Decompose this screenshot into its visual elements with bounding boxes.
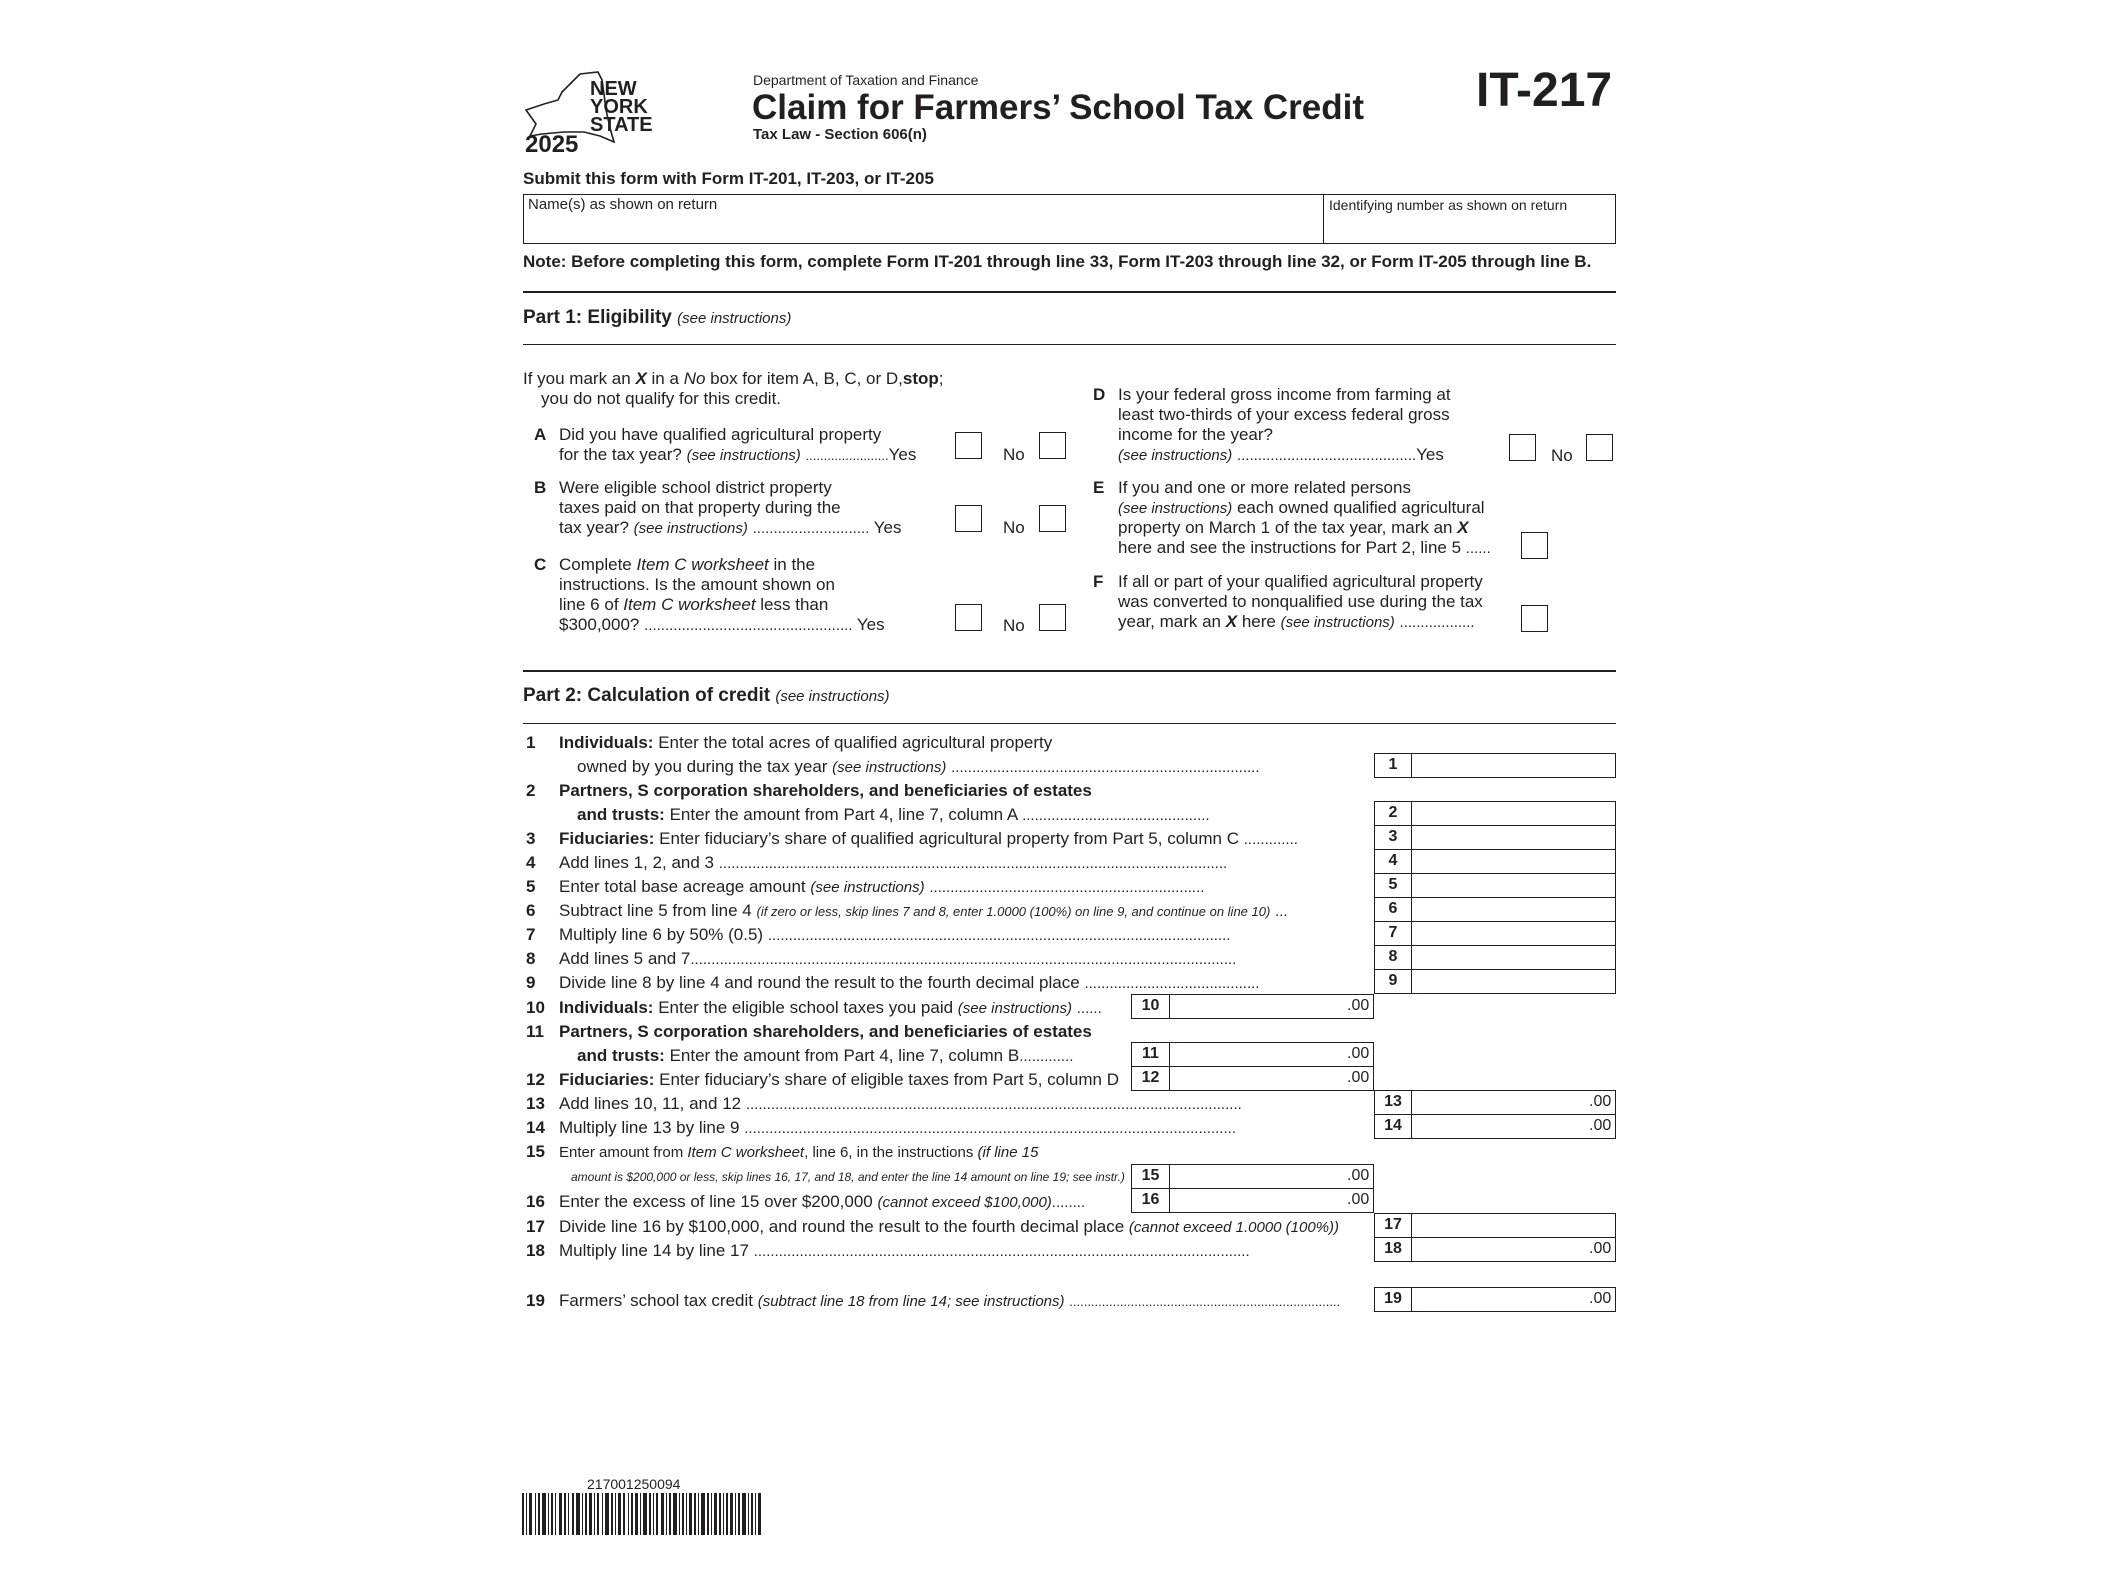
item-c-no-checkbox[interactable] — [1039, 604, 1066, 631]
line-1-text: Individuals: Enter the total acres of qualified agricultural property — [559, 733, 1053, 752]
line-18-cents: .00 — [1589, 1240, 1612, 1257]
line-7-text: Multiply line 6 by 50% (0.5) ............................................................................................................... — [559, 925, 1231, 944]
line-6-number: 6 — [526, 901, 536, 920]
part2-title: Part 2: Calculation of credit — [523, 685, 771, 706]
item-c-line4: $300,000? .................................................. Yes — [559, 615, 885, 634]
line-16-cents: .00 — [1347, 1191, 1370, 1208]
item-a-letter: A — [534, 425, 547, 444]
item-b-line1: Were eligible school district property — [559, 478, 832, 497]
line-14-text: Multiply line 13 by line 9 ...................................................................................................................... — [559, 1118, 1236, 1137]
part1-heading — [523, 307, 791, 330]
line-19-box-number: 19 — [1384, 1290, 1402, 1307]
line-13-text: Add lines 10, 11, and 12 ....................................................................................................................... — [559, 1094, 1242, 1113]
line-18-box-number: 18 — [1384, 1240, 1402, 1257]
line-10-field[interactable] — [1169, 994, 1374, 1019]
barcode — [522, 1493, 762, 1535]
line-17-number: 17 — [526, 1217, 545, 1236]
item-f-checkbox[interactable] — [1521, 605, 1548, 632]
line-3-number: 3 — [526, 829, 536, 848]
line-17-field[interactable] — [1411, 1213, 1616, 1238]
barcode-number: 217001250094 — [587, 1476, 681, 1492]
part1-top-rule — [523, 291, 1616, 293]
line-1-field[interactable] — [1411, 753, 1616, 778]
line-16-number: 16 — [526, 1192, 545, 1211]
name-field-label: Name(s) as shown on return — [528, 196, 718, 213]
line-15-text-2: amount is $200,000 or less, skip lines 16, 17, and 18, and enter the line 14 amount on line 19; see instr.) — [571, 1170, 1125, 1184]
identifying-number-label: Identifying number as shown on return — [1329, 197, 1568, 213]
item-f-line1: If all or part of your qualified agricultural property — [1118, 572, 1483, 591]
part1-heading-rule — [523, 344, 1616, 345]
item-a-line2: for the tax year? (see instructions) .......................Yes — [559, 445, 917, 464]
item-e-line4: here and see the instructions for Part 2, line 5 ...... — [1118, 538, 1491, 557]
item-b-no-checkbox[interactable] — [1039, 505, 1066, 532]
item-a-no-label: No — [1003, 445, 1025, 464]
line-11-number: 11 — [526, 1022, 544, 1041]
line-3-box-number: 3 — [1388, 828, 1398, 845]
line-4-text: Add lines 1, 2, and 3 .......................................................................................................................... — [559, 853, 1228, 872]
line-12-number: 12 — [526, 1070, 545, 1089]
line-7-field[interactable] — [1411, 921, 1616, 946]
line-8-number: 8 — [526, 949, 536, 968]
line-15-text: Enter amount from Item C worksheet, line 6, in the instructions (if line 15 — [559, 1144, 1039, 1161]
line-2-text: Partners, S corporation shareholders, and beneficiaries of estates — [559, 781, 1092, 800]
line-4-number: 4 — [526, 853, 536, 872]
part2-top-rule — [523, 670, 1616, 672]
item-b-letter: B — [534, 478, 547, 497]
line-18-field[interactable] — [1411, 1237, 1616, 1262]
line-13-cents: .00 — [1589, 1093, 1612, 1110]
item-c-letter: C — [534, 555, 547, 574]
item-a-line1: Did you have qualified agricultural property — [559, 425, 882, 444]
part2-heading — [523, 685, 890, 708]
item-d-no-label: No — [1551, 446, 1573, 465]
line-11-text-2: and trusts: Enter the amount from Part 4, line 7, column B............. — [577, 1046, 1074, 1065]
line-18-text: Multiply line 14 by line 17 ....................................................................................................................... — [559, 1241, 1250, 1260]
logo-state: STATE — [590, 114, 653, 136]
line-11-box-number: 11 — [1142, 1045, 1159, 1062]
item-d-no-checkbox[interactable] — [1586, 434, 1613, 461]
line-8-field[interactable] — [1411, 945, 1616, 970]
line-13-field[interactable] — [1411, 1090, 1616, 1115]
item-c-line1: Complete Item C worksheet in the — [559, 555, 816, 574]
item-b-yes-checkbox[interactable] — [955, 505, 982, 532]
line-6-text: Subtract line 5 from line 4 (if zero or less, skip lines 7 and 8, enter 1.0000 (100%) on line 9, and continue on line 10) ... — [559, 901, 1288, 920]
line-19-text: Farmers’ school tax credit (subtract line 18 from line 14; see instructions) ........................................................................... — [559, 1291, 1341, 1310]
completion-note: Note: Before completing this form, complete Form IT-201 through line 33, Form IT-203 through line 32, or Form IT-205 through line B. — [523, 252, 1592, 271]
line-14-field[interactable] — [1411, 1114, 1616, 1139]
line-7-number: 7 — [526, 925, 536, 944]
line-2-number: 2 — [526, 781, 536, 800]
line-12-cents: .00 — [1347, 1069, 1370, 1086]
line-2-field[interactable] — [1411, 801, 1616, 826]
line-15-number: 15 — [526, 1142, 545, 1161]
line-19-cents: .00 — [1589, 1290, 1612, 1307]
line-5-box-number: 5 — [1388, 876, 1398, 893]
line-3-field[interactable] — [1411, 825, 1616, 850]
item-d-line1: Is your federal gross income from farming at — [1118, 385, 1451, 404]
line-15-field[interactable] — [1169, 1164, 1374, 1189]
logo-york: YORK — [590, 96, 648, 118]
item-e-letter: E — [1093, 478, 1105, 497]
part1-intro-line2: you do not qualify for this credit. — [541, 389, 782, 408]
line-9-field[interactable] — [1411, 969, 1616, 994]
item-c-line3: line 6 of Item C worksheet less than — [559, 595, 829, 614]
line-11-cents: .00 — [1347, 1045, 1370, 1062]
line-1-text-2: owned by you during the tax year (see instructions) .......................................................................... — [577, 757, 1260, 776]
line-11-text: Partners, S corporation shareholders, and beneficiaries of estates — [559, 1022, 1092, 1041]
submit-instruction: Submit this form with Form IT-201, IT-203, or IT-205 — [523, 169, 934, 188]
item-e-line1: If you and one or more related persons — [1118, 478, 1411, 497]
item-e-line2: (see instructions) each owned qualified agricultural — [1118, 498, 1485, 517]
item-c-no-label: No — [1003, 616, 1025, 635]
line-11-field[interactable] — [1169, 1042, 1374, 1067]
logo-new: NEW — [590, 78, 637, 100]
line-2-text-2: and trusts: Enter the amount from Part 4, line 7, column A ............................................. — [577, 805, 1210, 824]
line-7-box-number: 7 — [1388, 924, 1398, 941]
line-6-field[interactable] — [1411, 897, 1616, 922]
line-9-number: 9 — [526, 973, 536, 992]
line-8-text: Add lines 5 and 7................................................................................................................................... — [559, 949, 1237, 968]
item-b-line2: taxes paid on that property during the — [559, 498, 841, 517]
line-12-field[interactable] — [1169, 1066, 1374, 1091]
line-17-box-number: 17 — [1384, 1216, 1402, 1233]
item-d-line3: income for the year? — [1118, 425, 1273, 444]
part2-heading-rule — [523, 723, 1616, 724]
line-5-text: Enter total base acreage amount (see instructions) .................................................................. — [559, 877, 1205, 896]
line-10-box-number: 10 — [1141, 997, 1160, 1014]
line-8-box-number: 8 — [1388, 948, 1398, 965]
line-14-cents: .00 — [1589, 1117, 1612, 1134]
line-1-number: 1 — [526, 733, 536, 752]
line-13-box-number: 13 — [1384, 1093, 1402, 1110]
line-3-text: Fiduciaries: Enter fiduciary’s share of qualified agricultural property from Part 5, column C ............. — [559, 829, 1298, 848]
line-17-text: Divide line 16 by $100,000, and round the result to the fourth decimal place (cannot exceed 1.0000 (100%)) — [559, 1217, 1340, 1236]
item-d-yes-checkbox[interactable] — [1509, 434, 1536, 461]
line-12-text: Fiduciaries: Enter fiduciary’s share of eligible taxes from Part 5, column D — [559, 1070, 1119, 1089]
logo-year: 2025 — [525, 131, 579, 158]
item-a-yes-checkbox[interactable] — [955, 432, 982, 459]
line-10-number: 10 — [526, 998, 545, 1017]
item-c-yes-checkbox[interactable] — [955, 604, 982, 631]
part1-title: Part 1: Eligibility — [523, 307, 672, 328]
tax-law-section: Tax Law - Section 606(n) — [753, 126, 927, 143]
line-9-text: Divide line 8 by line 4 and round the result to the fourth decimal place .......................................... — [559, 973, 1260, 992]
item-e-line3: property on March 1 of the tax year, mark an X — [1118, 518, 1469, 537]
line-4-box-number: 4 — [1388, 852, 1398, 869]
line-18-number: 18 — [526, 1241, 545, 1260]
line-19-field[interactable] — [1411, 1287, 1616, 1312]
item-f-line3: year, mark an X here (see instructions) .................. — [1118, 612, 1475, 631]
line-16-text: Enter the excess of line 15 over $200,000 (cannot exceed $100,000)........ — [559, 1192, 1086, 1211]
item-d-line2: least two-thirds of your excess federal gross — [1118, 405, 1450, 424]
part1-subtitle: (see instructions) — [677, 310, 792, 327]
line-12-box-number: 12 — [1141, 1069, 1160, 1086]
line-16-box-number: 16 — [1141, 1191, 1160, 1208]
line-15-cents: .00 — [1347, 1167, 1370, 1184]
line-14-box-number: 14 — [1384, 1117, 1402, 1134]
line-10-cents: .00 — [1347, 997, 1370, 1014]
item-e-checkbox[interactable] — [1521, 532, 1548, 559]
part2-subtitle: (see instructions) — [775, 688, 890, 705]
part1-intro: If you mark an X in a No box for item A, B, C, or D,stop; — [523, 369, 944, 388]
item-b-line3: tax year? (see instructions) ............................ Yes — [559, 518, 902, 537]
line-2-box-number: 2 — [1388, 804, 1398, 821]
item-b-no-label: No — [1003, 518, 1025, 537]
line-5-field[interactable] — [1411, 873, 1616, 898]
form-number: IT-217 — [1476, 64, 1613, 117]
item-d-line4: (see instructions) ...........................................Yes — [1118, 445, 1444, 464]
line-19-number: 19 — [526, 1291, 545, 1310]
item-f-letter: F — [1093, 572, 1104, 591]
item-f-line2: was converted to nonqualified use during the tax — [1118, 592, 1483, 611]
line-13-number: 13 — [526, 1094, 545, 1113]
line-15-box-number: 15 — [1141, 1167, 1160, 1184]
item-c-line2: instructions. Is the amount shown on — [559, 575, 835, 594]
item-a-no-checkbox[interactable] — [1039, 432, 1066, 459]
line-16-field[interactable] — [1169, 1188, 1374, 1213]
item-d-letter: D — [1093, 385, 1106, 404]
department-name: Department of Taxation and Finance — [753, 72, 979, 88]
line-9-box-number: 9 — [1388, 972, 1398, 989]
line-5-number: 5 — [526, 877, 536, 896]
line-10-text: Individuals: Enter the eligible school taxes you paid (see instructions) ...... — [559, 998, 1102, 1017]
line-14-number: 14 — [526, 1118, 545, 1137]
line-6-box-number: 6 — [1388, 900, 1398, 917]
line-1-box-number: 1 — [1388, 756, 1398, 773]
form-title: Claim for Farmers’ School Tax Credit — [752, 88, 1365, 127]
line-4-field[interactable] — [1411, 849, 1616, 874]
